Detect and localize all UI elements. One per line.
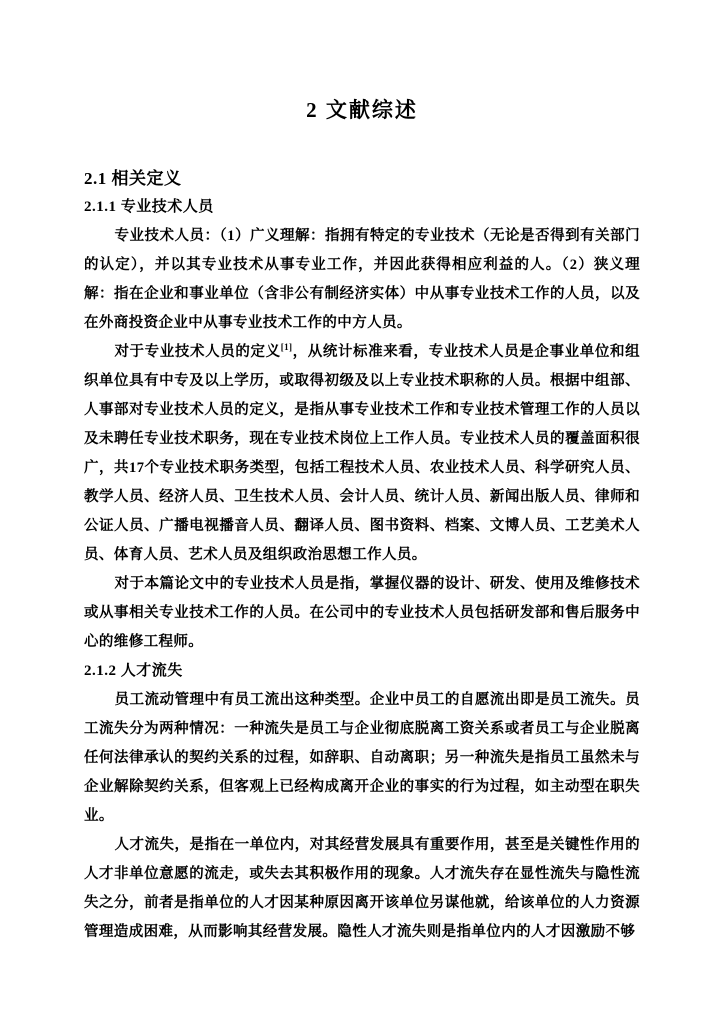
subsection-heading-2-1-1: 2.1.1 专业技术人员	[84, 199, 214, 215]
paragraph-text: ，从统计标准来看，专业技术人员是企事业单位和组织单位具有中专及以上学历，或取得初级及以上专业技术职称的人员。根据中组部、人事部对专业技术人员的定义，是指从事专业技术工作和专业技术管理工作的人员以及未聘任专业技术职务，现在专业技术岗位上工作人员。专业技术人员的覆盖面积很广，共17个专业技术职务类型，包括工程技术人员、农业技术人员、科学研究人员、教学人员、经济人员、卫生技术人员、会计人员、统计人员、新闻出版人员、律师和公证人员、广播电视播音人员、翻译人员、图书资料、档案、文博人员、工艺美术人员、体育人员、艺术人员及组织政治思想工作人员。	[84, 344, 640, 563]
subsection-heading-2-1-2: 2.1.2 人才流失	[84, 663, 183, 679]
section-heading-2-1: 2.1 相关定义	[84, 169, 182, 188]
citation-marker: [1]	[280, 342, 293, 353]
paragraph-text: 对于专业技术人员的定义	[114, 344, 281, 360]
paragraph-definition-broad-narrow: 专业技术人员：（1）广义理解：指拥有特定的专业技术（无论是否得到有关部门的认定），并以其专业技术从事专业工作，并因此获得相应利益的人。（2）狭义理解：指在企业和事业单位（含非公有制经济实体）中从事专业技术工作的人员，以及在外商投资企业中从事专业技术工作的中方人员。	[84, 228, 640, 331]
paragraph-employee-turnover: 员工流动管理中有员工流出这种类型。企业中员工的自愿流出即是员工流失。员工流失分为两种情况：一种流失是员工与企业彻底脱离工资关系或者员工与企业脱离任何法律承认的契约关系的过程，如辞职、自动离职；另一种流失是指员工虽然未与企业解除契约关系，但客观上已经构成离开企业的事实的行为过程，如主动型在职失业。	[84, 692, 640, 824]
paragraph-thesis-scope: 对于本篇论文中的专业技术人员是指，掌握仪器的设计、研发、使用及维修技术或从事相关专业技术工作的人员。在公司中的专业技术人员包括研发部和售后服务中心的维修工程师。	[84, 576, 640, 650]
paragraph-statistical-definition	[84, 338, 640, 570]
paragraph-talent-loss: 人才流失，是指在一单位内，对其经营发展具有重要作用，甚至是关键性作用的人才非单位意愿的流走，或失去其积极作用的现象。人才流失存在显性流失与隐性流失之分，前者是指单位的人才因某种原因离开该单位另谋他就，给该单位的人力资源管理造成困难，从而影响其经营发展。隐性人才流失则是指单位内的人才因激励不够	[84, 837, 640, 940]
page-title: 2 文献综述	[306, 98, 418, 122]
